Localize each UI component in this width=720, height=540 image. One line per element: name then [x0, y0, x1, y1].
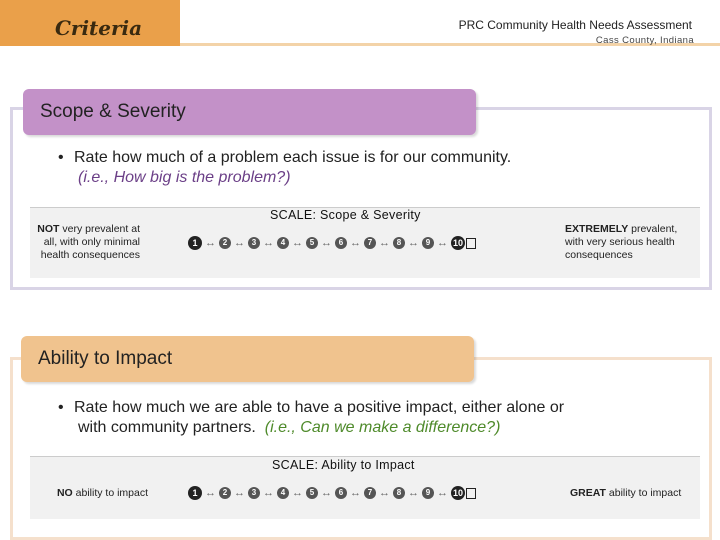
scope-scale-label: SCALE: Scope & Severity — [270, 208, 421, 222]
scope-rating-scale[interactable]: 1 ↔ 2 ↔ 3 ↔ 4 ↔ 5 ↔ 6 ↔ 7 ↔ 8 ↔ 9 ↔ 10 — [188, 236, 476, 250]
impact-rating-scale[interactable]: 1 ↔ 2 ↔ 3 ↔ 4 ↔ 5 ↔ 6 ↔ 7 ↔ 8 ↔ 9 ↔ 10 — [188, 486, 476, 500]
scope-bullet — [58, 148, 511, 188]
section-title: Criteria — [55, 16, 143, 40]
rating-2[interactable]: 2 — [219, 487, 231, 499]
rating-3[interactable]: 3 — [248, 237, 260, 249]
rating-2[interactable]: 2 — [219, 237, 231, 249]
scope-low-bold: NOT — [37, 223, 60, 235]
rating-7[interactable]: 7 — [364, 237, 376, 249]
checkbox-icon — [466, 488, 476, 499]
bullet-dot: • — [58, 149, 64, 166]
impact-high-bold: GREAT — [570, 487, 606, 499]
rating-3[interactable]: 3 — [248, 487, 260, 499]
impact-example: (i.e., Can we make a difference?) — [264, 419, 501, 436]
rating-9[interactable]: 9 — [422, 237, 434, 249]
rating-9[interactable]: 9 — [422, 487, 434, 499]
impact-low-anchor — [40, 487, 148, 500]
rating-4[interactable]: 4 — [277, 237, 289, 249]
rating-6[interactable]: 6 — [335, 487, 347, 499]
impact-heading-bar — [21, 336, 474, 382]
scope-heading-bar — [23, 89, 476, 135]
report-title: PRC Community Health Needs Assessment — [458, 18, 692, 32]
impact-high-text: ability to impact — [605, 487, 682, 499]
report-subtitle: Cass County, Indiana — [595, 35, 694, 46]
scope-low-anchor — [32, 223, 140, 262]
scope-bullet-text: Rate how much of a problem each issue is for our community. — [74, 149, 512, 166]
impact-bullet-text-2: with community partners. — [78, 419, 256, 436]
scope-high-text: prevalent, with very serious health consequences — [565, 223, 678, 261]
rating-10[interactable]: 10 — [452, 238, 463, 248]
checkbox-icon — [466, 238, 476, 249]
scope-high-anchor — [565, 223, 695, 262]
rating-8[interactable]: 8 — [393, 237, 405, 249]
impact-heading: Ability to Impact — [38, 348, 173, 369]
rating-10[interactable]: 10 — [452, 488, 463, 498]
rating-1[interactable]: 1 — [188, 486, 202, 500]
impact-bullet-text: Rate how much we are able to have a positive impact, either alone or — [74, 399, 565, 416]
impact-low-text: ability to impact — [72, 487, 148, 499]
rating-5[interactable]: 5 — [306, 487, 318, 499]
impact-low-bold: NO — [56, 487, 73, 499]
rating-8[interactable]: 8 — [393, 487, 405, 499]
rating-6[interactable]: 6 — [335, 237, 347, 249]
rating-4[interactable]: 4 — [277, 487, 289, 499]
impact-bullet — [58, 398, 564, 438]
scope-heading: Scope & Severity — [40, 101, 186, 122]
bullet-dot: • — [58, 399, 64, 416]
rating-1[interactable]: 1 — [188, 236, 202, 250]
scope-example: (i.e., How big is the problem?) — [78, 169, 291, 186]
scope-low-text: very prevalent at all, with only minimal health consequences — [40, 223, 140, 261]
impact-high-anchor — [570, 487, 700, 500]
rating-5[interactable]: 5 — [306, 237, 318, 249]
scope-high-bold: EXTREMELY — [565, 223, 629, 235]
rating-7[interactable]: 7 — [364, 487, 376, 499]
impact-scale-label: SCALE: Ability to Impact — [272, 458, 415, 472]
